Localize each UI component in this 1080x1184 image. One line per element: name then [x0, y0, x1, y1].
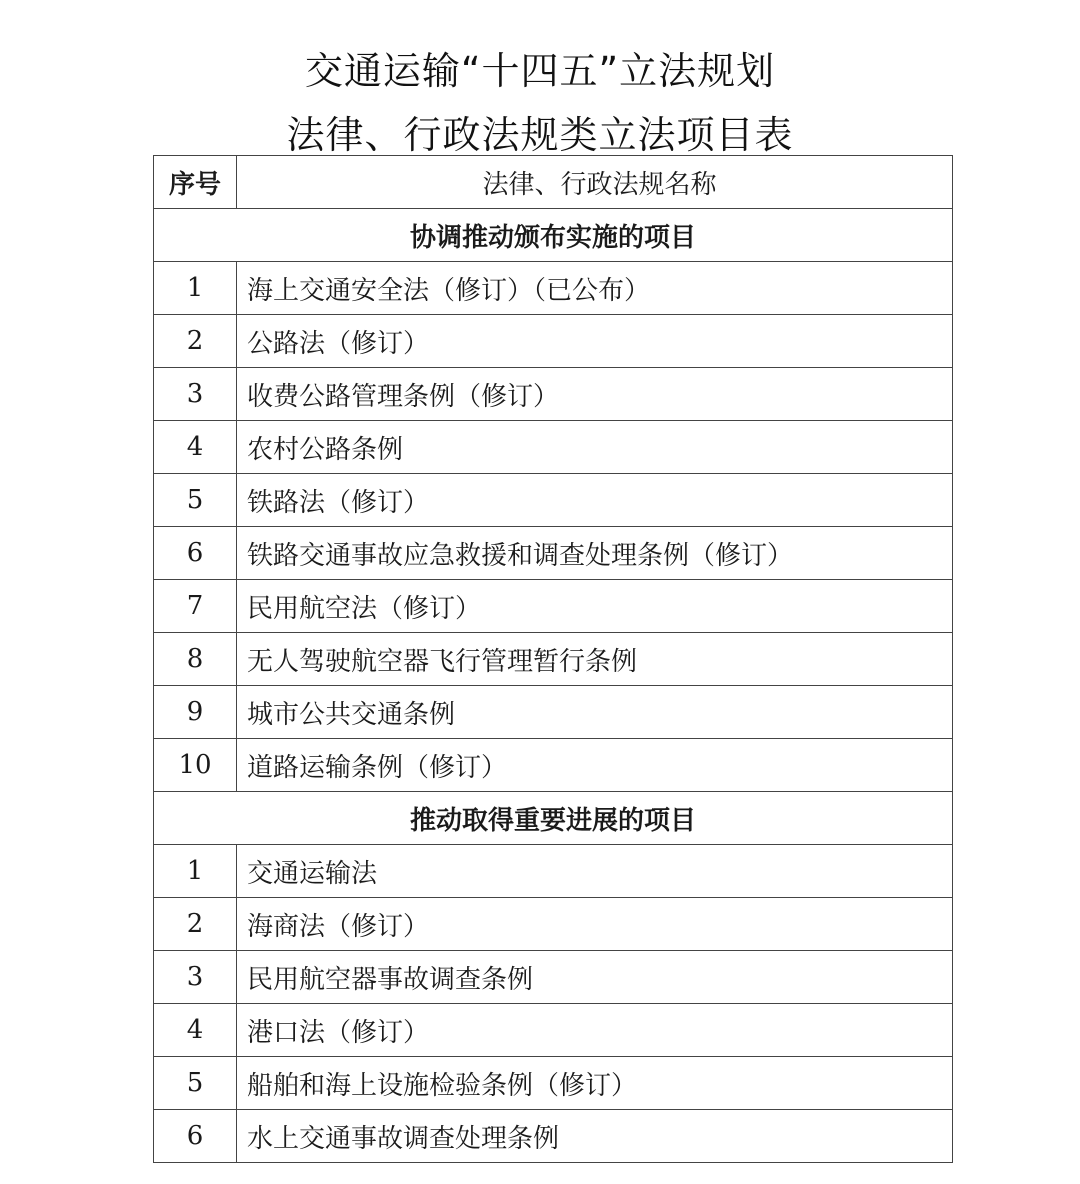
- row-number: 2: [154, 898, 237, 951]
- row-number: 1: [154, 845, 237, 898]
- table-row: [154, 845, 953, 898]
- table-row: [154, 686, 953, 739]
- row-law-name: 城市公共交通条例: [237, 686, 953, 739]
- row-law-name: 海上交通安全法（修订）（已公布）: [237, 262, 953, 315]
- table-row: [154, 368, 953, 421]
- section-title: 协调推动颁布实施的项目: [154, 209, 953, 262]
- row-number: 8: [154, 633, 237, 686]
- row-number: 9: [154, 686, 237, 739]
- row-number: 1: [154, 262, 237, 315]
- row-number: 6: [154, 1110, 237, 1163]
- row-law-name: 港口法（修订）: [237, 1004, 953, 1057]
- row-law-name: 农村公路条例: [237, 421, 953, 474]
- row-law-name: 铁路交通事故应急救援和调查处理条例（修订）: [237, 527, 953, 580]
- header-number: 序号: [154, 156, 237, 209]
- row-number: 3: [154, 368, 237, 421]
- row-number: 5: [154, 1057, 237, 1110]
- table-row: [154, 421, 953, 474]
- row-number: 7: [154, 580, 237, 633]
- row-number: 5: [154, 474, 237, 527]
- document-title: 交通运输“十四五”立法规划: [304, 49, 776, 93]
- table-row: [154, 951, 953, 1004]
- table-row: [154, 1004, 953, 1057]
- row-law-name: 船舶和海上设施检验条例（修订）: [237, 1057, 953, 1110]
- row-law-name: 海商法（修订）: [237, 898, 953, 951]
- table-header-row: [154, 156, 953, 209]
- row-law-name: 民用航空器事故调查条例: [237, 951, 953, 1004]
- row-law-name: 交通运输法: [237, 845, 953, 898]
- table-row: [154, 315, 953, 368]
- table-row: [154, 1110, 953, 1163]
- row-law-name: 水上交通事故调查处理条例: [237, 1110, 953, 1163]
- row-number: 4: [154, 1004, 237, 1057]
- row-law-name: 民用航空法（修订）: [237, 580, 953, 633]
- table-row: [154, 527, 953, 580]
- row-number: 4: [154, 421, 237, 474]
- row-number: 6: [154, 527, 237, 580]
- section-row: [154, 792, 953, 845]
- row-number: 2: [154, 315, 237, 368]
- row-law-name: 道路运输条例（修订）: [237, 739, 953, 792]
- table-row: [154, 633, 953, 686]
- section-title: 推动取得重要进展的项目: [154, 792, 953, 845]
- section-row: [154, 209, 953, 262]
- row-law-name: 公路法（修订）: [237, 315, 953, 368]
- table-row: [154, 739, 953, 792]
- table-row: [154, 474, 953, 527]
- header-name: 法律、行政法规名称: [237, 156, 953, 209]
- table-row: [154, 262, 953, 315]
- row-law-name: 铁路法（修订）: [237, 474, 953, 527]
- row-number: 10: [154, 739, 237, 792]
- row-law-name: 无人驾驶航空器飞行管理暂行条例: [237, 633, 953, 686]
- legislation-table: [153, 155, 953, 1163]
- table-row: [154, 580, 953, 633]
- document-subtitle: 法律、行政法规类立法项目表: [286, 113, 794, 157]
- table-row: [154, 898, 953, 951]
- table-row: [154, 1057, 953, 1110]
- row-number: 3: [154, 951, 237, 1004]
- row-law-name: 收费公路管理条例（修订）: [237, 368, 953, 421]
